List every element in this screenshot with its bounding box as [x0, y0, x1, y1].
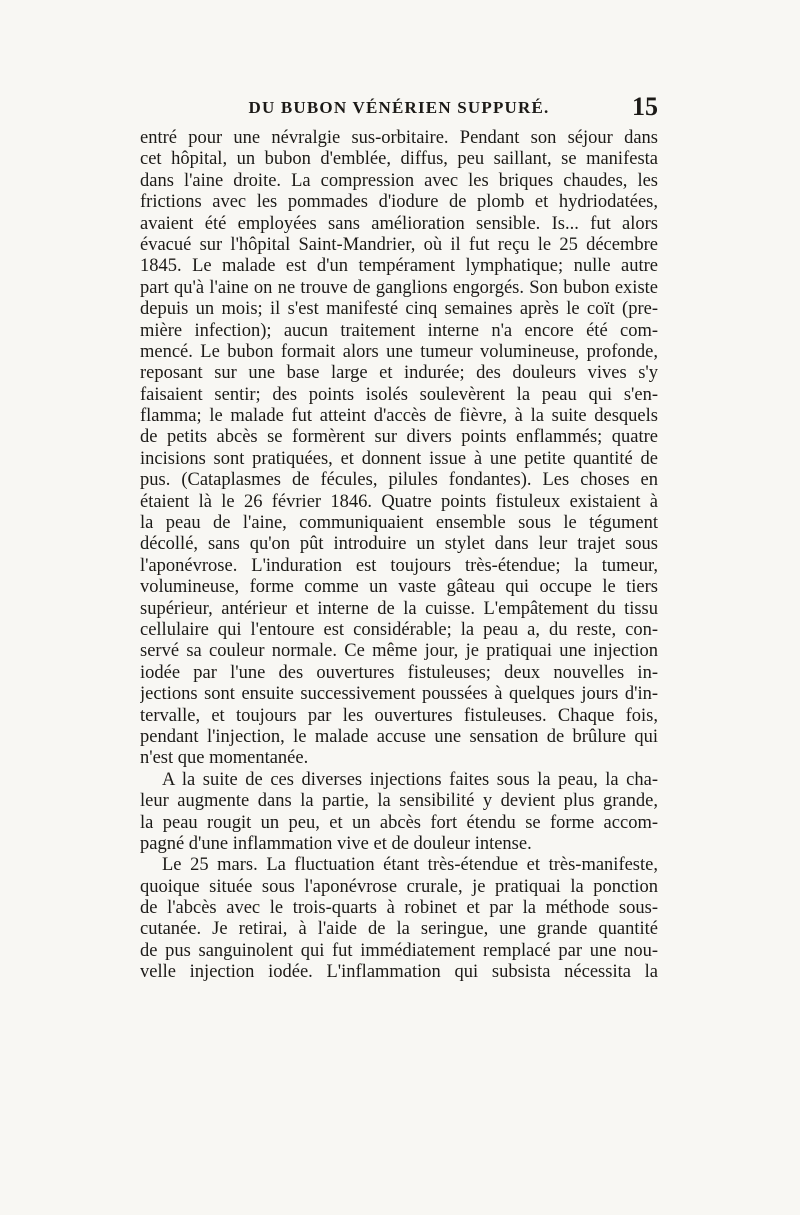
text-line: la peau rougit un peu, et un abcès fort étendu se forme accom-	[140, 812, 658, 833]
text-line: pus. (Cataplasmes de fécules, pilules fondantes). Les choses en	[140, 470, 658, 491]
text-line: jections sont ensuite successivement poussées à quelques jours d'in-	[140, 684, 658, 705]
page-header	[140, 92, 658, 122]
text-line: supérieur, antérieur et interne de la cuisse. L'empâtement du tissu	[140, 598, 658, 619]
text-line: quoique située sous l'aponévrose crurale, je pratiquai la ponction	[140, 876, 658, 897]
text-line: entré pour une névralgie sus-orbitaire. Pendant son séjour dans	[140, 128, 658, 148]
text-line: cutanée. Je retirai, à l'aide de la seringue, une grande quantité	[140, 919, 658, 940]
text-line: de pus sanguinolent qui fut immédiatement remplacé par une nou-	[140, 940, 658, 961]
text-line: la peau de l'aine, communiquaient ensemble sous le tégument	[140, 513, 658, 534]
text-line: tervalle, et toujours par les ouvertures fistuleuses. Chaque fois,	[140, 705, 658, 726]
text-line: depuis un mois; il s'est manifesté cinq semaines après le coït (pre-	[140, 299, 658, 320]
text-line: pagné d'une inflammation vive et de douleur intense.	[140, 833, 532, 854]
text-line: l'aponévrose. L'induration est toujours très-étendue; la tumeur,	[140, 555, 658, 576]
text-line: servé sa couleur normale. Ce même jour, je pratiquai une injection	[140, 641, 658, 662]
text-line: n'est que momentanée.	[140, 748, 309, 769]
text-line: Le 25 mars. La fluctuation étant très-étendue et très-manifeste,	[162, 855, 658, 876]
running-head: DU BUBON VÉNÉRIEN SUPPURÉ.	[248, 98, 550, 117]
text-line: iodée par l'une des ouvertures fistuleuses; deux nouvelles in-	[140, 662, 658, 683]
text-line: décollé, sans qu'on pût introduire un stylet dans leur trajet sous	[140, 534, 658, 555]
text-line: de l'abcès avec le trois-quarts à robinet et par la méthode sous-	[140, 898, 658, 919]
text-line: étaient là le 26 février 1846. Quatre points fistuleux existaient à	[140, 491, 658, 512]
text-line: volumineuse, forme comme un vaste gâteau qui occupe le tiers	[140, 577, 658, 598]
page-number: 15	[632, 92, 658, 121]
text-line: de petits abcès se formèrent sur divers points enflammés; quatre	[140, 427, 658, 448]
text-line: pendant l'injection, le malade accuse une sensation de brûlure qui	[140, 726, 658, 747]
text-line: cellulaire qui l'entoure est considérable; la peau a, du reste, con-	[140, 619, 658, 640]
text-line: mencé. Le bubon formait alors une tumeur volumineuse, profonde,	[140, 341, 658, 362]
text-line: dans l'aine droite. La compression avec les briques chaudes, les	[140, 170, 658, 191]
text-line: faisaient sentir; des points isolés soulevèrent la peau qui s'en-	[140, 384, 658, 405]
text-line: leur augmente dans la partie, la sensibilité y devient plus grande,	[140, 791, 658, 812]
text-line: A la suite de ces diverses injections faites sous la peau, la cha-	[162, 769, 658, 790]
text-line: velle injection iodée. L'inflammation qui subsista nécessita la	[140, 962, 658, 983]
text-line: reposant sur une base large et indurée; des douleurs vives s'y	[140, 363, 658, 384]
text-line: flamma; le malade fut atteint d'accès de fièvre, à la suite desquels	[140, 406, 658, 427]
text-line: avaient été employées sans amélioration sensible. Is... fut alors	[140, 213, 658, 234]
text-line: incisions sont pratiquées, et donnent issue à une petite quantité de	[140, 448, 658, 469]
body-text	[140, 128, 658, 984]
text-line: 1845. Le malade est d'un tempérament lymphatique; nulle autre	[140, 256, 658, 277]
text-line: frictions avec les pommades d'iodure de plomb et hydriodatées,	[140, 192, 658, 213]
text-line: mière infection); aucun traitement interne n'a encore été com-	[140, 320, 658, 341]
text-line: cet hôpital, un bubon d'emblée, diffus, peu saillant, se manifesta	[140, 149, 658, 170]
text-line: évacué sur l'hôpital Saint-Mandrier, où il fut reçu le 25 décembre	[140, 234, 658, 255]
text-line: part qu'à l'aine on ne trouve de ganglions engorgés. Son bubon existe	[140, 277, 658, 298]
